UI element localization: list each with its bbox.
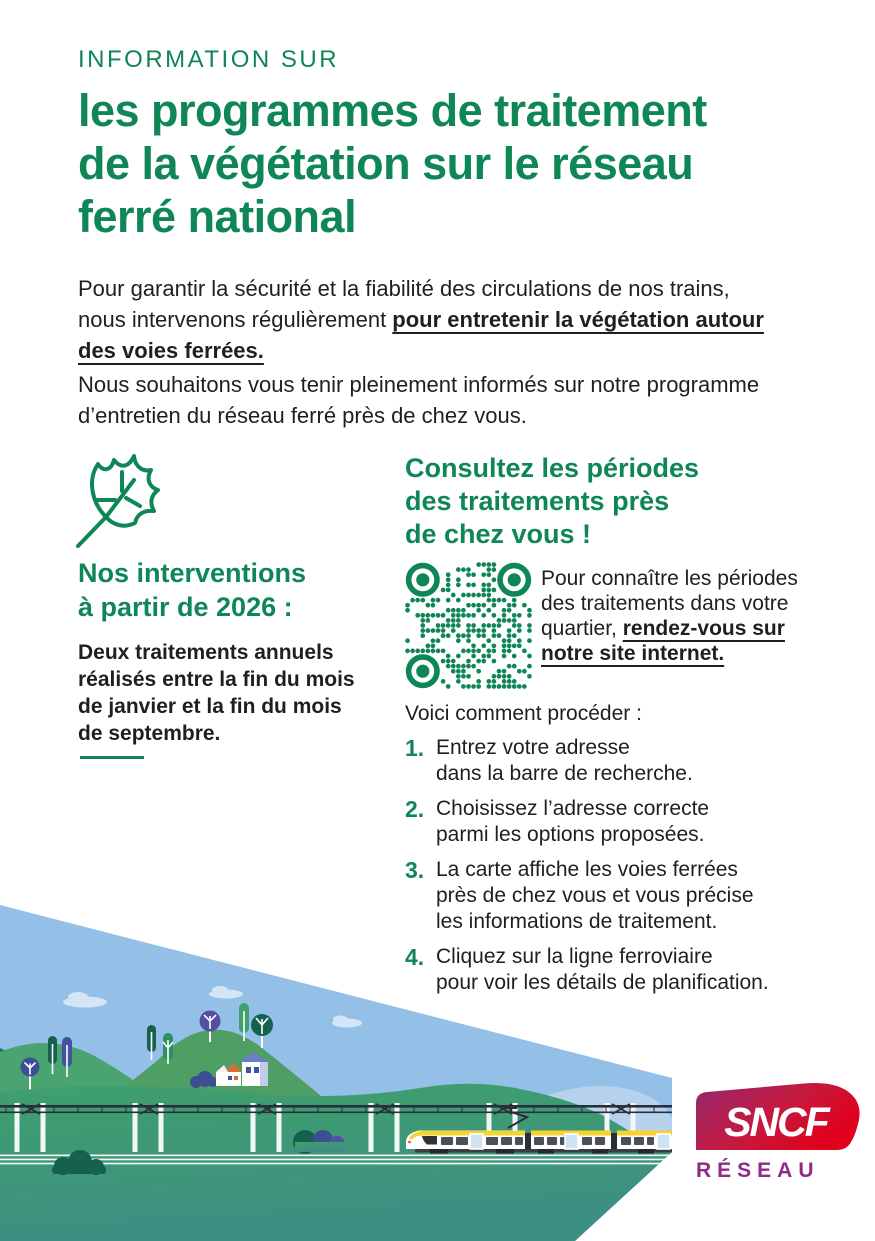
paragraph-line xyxy=(78,304,838,335)
text-run: nous intervenons régulièrement xyxy=(78,307,393,332)
page-title xyxy=(78,84,707,243)
qr-caption xyxy=(541,566,798,666)
step-text xyxy=(436,796,709,848)
list-item xyxy=(405,796,769,848)
sncf-reseau-logo xyxy=(688,1082,870,1184)
sncf-logo-text: SNCF xyxy=(724,1099,828,1145)
step-number: 4. xyxy=(405,944,425,970)
body-line: Deux traitements annuels xyxy=(78,641,334,664)
consult-heading xyxy=(405,452,699,551)
step-number: 1. xyxy=(405,735,425,761)
caption-line: des traitements dans votre xyxy=(541,592,789,615)
paragraph-line xyxy=(78,273,838,304)
body-line: de septembre. xyxy=(78,722,221,745)
step-line: parmi les options proposées. xyxy=(436,823,705,846)
heading-line: de chez vous ! xyxy=(405,519,592,549)
step-text xyxy=(436,735,693,787)
step-line: les informations de traitement. xyxy=(436,910,718,933)
step-line: Cliquez sur la ligne ferroviaire xyxy=(436,945,713,968)
text-run: quartier, xyxy=(541,617,623,640)
paragraph-line: d’entretien du réseau ferré près de chez vous. xyxy=(78,403,527,428)
heading-line: à partir de 2026 : xyxy=(78,592,293,622)
body-line: réalisés entre la fin du mois xyxy=(78,668,355,691)
heading-line: Nos interventions xyxy=(78,558,307,588)
eyebrow-label: INFORMATION SUR xyxy=(78,46,340,73)
steps-intro: Voici comment procéder : xyxy=(405,702,642,725)
train xyxy=(406,1131,672,1154)
step-number: 2. xyxy=(405,796,425,822)
title-line: de la végétation sur le réseau xyxy=(78,138,694,189)
body-line: de janvier et la fin du mois xyxy=(78,695,342,718)
green-divider xyxy=(80,756,144,759)
paragraph-line xyxy=(78,335,838,366)
emphasized-underlined-text: des voies ferrées. xyxy=(78,338,264,363)
step-line: La carte affiche les voies ferrées xyxy=(436,858,738,881)
heading-line: des traitements près xyxy=(405,486,670,516)
title-line: ferré national xyxy=(78,191,357,242)
intro-paragraph-2 xyxy=(78,369,838,431)
heading-line: Consultez les périodes xyxy=(405,453,700,483)
train-landscape-illustration xyxy=(0,890,875,1241)
caption-line xyxy=(541,616,798,641)
step-line: dans la barre de recherche. xyxy=(436,762,693,785)
step-number: 3. xyxy=(405,857,425,883)
paragraph-line: Nous souhaitons vous tenir pleinement informés sur notre programme xyxy=(78,372,760,397)
caption-line xyxy=(541,641,798,666)
website-link-text[interactable]: rendez-vous sur xyxy=(622,617,785,640)
qr-code[interactable] xyxy=(405,562,532,689)
reseau-logo-text: RÉSEAU xyxy=(696,1159,820,1182)
step-line: pour voir les détails de planification. xyxy=(436,971,769,994)
interventions-heading xyxy=(78,556,306,624)
title-line: les programmes de traitement xyxy=(78,85,707,136)
text-run: Pour garantir la sécurité et la fiabilité des circulations de nos trains, xyxy=(78,276,730,301)
list-item xyxy=(405,735,769,787)
website-link-text[interactable]: notre site internet. xyxy=(541,642,725,665)
emphasized-underlined-text: pour entretenir la végétation autour xyxy=(392,307,764,332)
intro-paragraph-1 xyxy=(78,273,838,366)
caption-line: Pour connaître les périodes xyxy=(541,567,798,590)
step-line: près de chez vous et vous précise xyxy=(436,884,754,907)
leaf-icon xyxy=(70,446,170,554)
step-line: Choisissez l’adresse correcte xyxy=(436,797,710,820)
step-line: Entrez votre adresse xyxy=(436,736,630,759)
interventions-body xyxy=(78,639,355,747)
